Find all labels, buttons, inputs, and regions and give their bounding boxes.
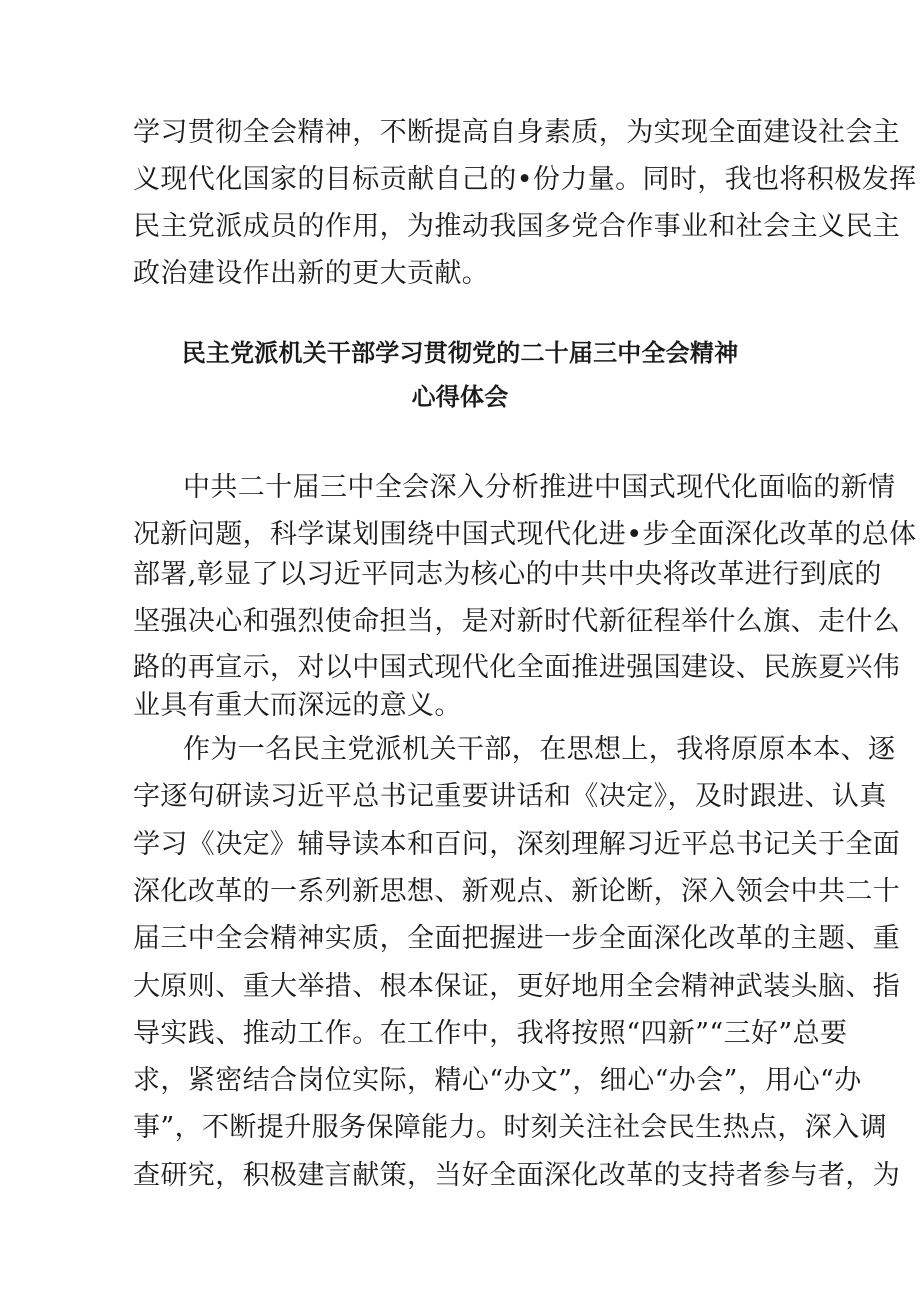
- document-title: 民主党派机关干部学习贯彻党的二十届三中全会精神: [181, 339, 739, 367]
- paragraph2-line-1: 作为一名民主党派机关干部，在思想上，我将原原本本、逐: [183, 734, 896, 765]
- paragraph2-line-8: 求，紧密结合岗位实际，精心“办文”，细心“办会”，用心“办: [133, 1065, 862, 1096]
- intro-line-2: 义现代化国家的目标贡献自己的•份力量。同时，我也将积极发挥: [133, 164, 917, 195]
- paragraph2-line-2: 字逐句研读习近平总书记重要讲话和《决定》，及时跟进、认真: [133, 781, 887, 812]
- paragraph1-line-2: 况新问题，科学谋划围绕中国式现代化进•步全面深化改革的总体: [133, 519, 917, 550]
- paragraph2-line-4: 深化改革的一系列新思想、新观点、新论断，深入领会中共二十: [133, 876, 901, 907]
- document-subtitle: 心得体会: [411, 383, 509, 411]
- paragraph1-line-3: 部署,彰显了以习近平同志为核心的中共中央将改革进行到底的: [133, 559, 882, 590]
- paragraph1-line-5: 路的再宣示，对以中国式现代化全面推进强国建设、民族夏兴伟: [133, 652, 901, 683]
- paragraph1-line-4: 坚强决心和强烈使命担当，是对新时代新征程举什么旗、走什么: [133, 606, 901, 637]
- intro-line-4: 政治建设作出新的更大贡献。: [133, 258, 490, 289]
- paragraph2-line-9: 事”，不断提升服务保障能力。时刻关注社会民生热点，深入调: [133, 1112, 888, 1143]
- paragraph1-line-6: 业具有重大而深远的意义。: [133, 690, 462, 721]
- paragraph2-line-6: 大原则、重大举措、根本保证，更好地用全会精神武装头脑、指: [133, 971, 901, 1002]
- paragraph1-line-1: 中共二十届三中全会深入分析推进中国式现代化面临的新情: [183, 472, 896, 503]
- paragraph2-line-3: 学习《决定》辅导读本和百问，深刻理解习近平总书记关于全面: [133, 829, 901, 860]
- intro-line-1: 学习贯彻全会精神，不断提高自身素质，为实现全面建设社会主: [133, 117, 901, 148]
- paragraph2-line-5: 届三中全会精神实质，全面把握进一步全面深化改革的主题、重: [133, 923, 901, 954]
- paragraph2-line-7: 导实践、推动工作。在工作中，我将按照“四新”“三好”总要: [133, 1018, 848, 1049]
- paragraph2-line-10: 查研究，积极建言献策，当好全面深化改革的支持者参与者，为: [133, 1160, 901, 1191]
- intro-line-3: 民主党派成员的作用，为推动我国多党合作事业和社会主义民主: [133, 211, 901, 242]
